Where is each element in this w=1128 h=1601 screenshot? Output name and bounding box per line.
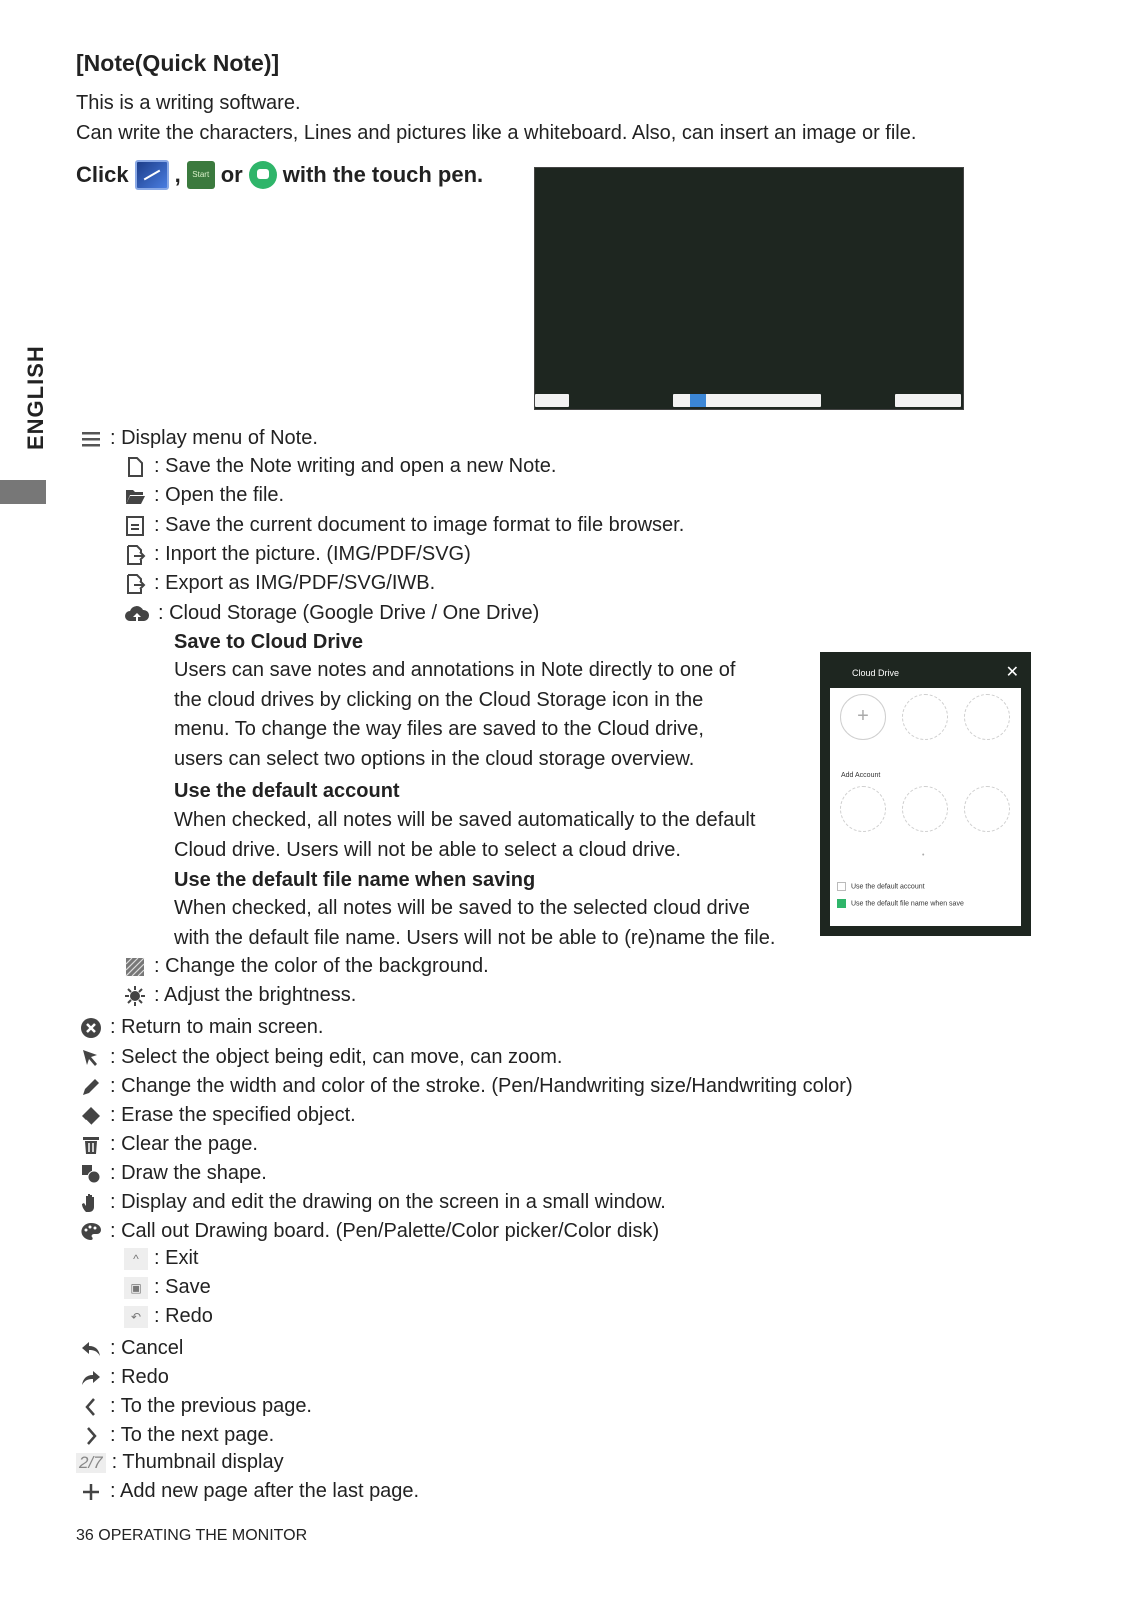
new-note-text: : Save the Note writing and open a new Note.: [154, 455, 557, 477]
click-instruction: [76, 160, 483, 190]
cancel-text: : Cancel: [110, 1337, 184, 1359]
exit-text: : Exit: [154, 1247, 199, 1269]
default-account-heading: Use the default account: [174, 780, 400, 802]
prev-page-text: : To the previous page.: [110, 1395, 312, 1417]
save-text: : Save: [154, 1276, 211, 1298]
background-pattern-icon: [124, 956, 148, 978]
palette-icon: [80, 1221, 104, 1243]
chevron-up-icon: ^: [124, 1248, 148, 1270]
pager-dot: •: [922, 852, 925, 859]
default-name-heading: Use the default file name when saving: [174, 869, 536, 891]
shape-text: : Draw the shape.: [110, 1162, 267, 1184]
thumbnail-text: : Thumbnail display: [111, 1451, 284, 1473]
menu-text: : Display menu of Note.: [110, 427, 318, 449]
account-slot: [964, 786, 1010, 832]
default-name-line-1: When checked, all notes will be saved to the selected cloud drive: [174, 897, 750, 919]
save-cloud-line-1: Users can save notes and annotations in Note directly to one of: [174, 659, 736, 681]
chevron-left-icon: [80, 1396, 104, 1418]
save-row: [124, 1276, 211, 1299]
save-cloud-heading: Save to Cloud Drive: [174, 631, 363, 653]
add-account-label: Add Account: [841, 772, 881, 779]
menu-icon: [80, 428, 104, 450]
touch-pen-label: with the touch pen.: [282, 162, 484, 187]
page-footer: 36 OPERATING THE MONITOR: [76, 1527, 308, 1544]
comma-label: ,: [174, 162, 181, 187]
redo-sub-text: : Redo: [154, 1305, 213, 1327]
save-cloud-line-4: users can select two options in the cloud storage overview.: [174, 747, 695, 770]
page-title: [Note(Quick Note)]: [76, 50, 280, 76]
checkbox-checked: [837, 899, 846, 908]
select-text: : Select the object being edit, can move, can zoom.: [110, 1046, 563, 1068]
new-file-icon: [124, 456, 148, 478]
open-file-text: : Open the file.: [154, 484, 285, 506]
redo-sub-row: [124, 1305, 213, 1328]
side-tab: [0, 480, 46, 504]
account-slot: [964, 694, 1010, 740]
checkbox: [837, 882, 846, 891]
save-cloud-paragraph: [174, 656, 735, 774]
intro-line-1: This is a writing software.: [76, 92, 301, 114]
option-label: Use the default file name when save: [851, 900, 964, 908]
save-image-row: [124, 514, 684, 537]
save-document-icon: [124, 515, 148, 537]
menu-toolbar: [535, 394, 569, 407]
return-text: : Return to main screen.: [110, 1016, 324, 1038]
save-image-text: : Save the current document to image format to file browser.: [154, 514, 685, 536]
cancel-row: [80, 1337, 183, 1360]
default-account-option: [837, 882, 925, 891]
dialog-body: [830, 688, 1021, 926]
chevron-right-icon: [80, 1425, 104, 1447]
intro-line-2: Can write the characters, Lines and pictures like a whiteboard. Also, can insert an image or file.: [76, 122, 917, 144]
palette-text: : Call out Drawing board. (Pen/Palette/Color picker/Color disk): [110, 1220, 660, 1242]
pen-icon: [80, 1076, 104, 1098]
prev-page-row: [80, 1395, 312, 1418]
erase-row: [80, 1104, 356, 1127]
account-slot: [902, 694, 948, 740]
shape-row: [80, 1162, 267, 1185]
pen-text: : Change the width and color of the stroke. (Pen/Handwriting size/Handwriting color): [110, 1075, 853, 1097]
save-cloud-line-3: menu. To change the way files are saved to the Cloud drive,: [174, 718, 704, 740]
brightness-text: : Adjust the brightness.: [154, 984, 357, 1006]
select-row: [80, 1046, 562, 1069]
background-row: [124, 955, 489, 978]
import-row: [124, 543, 471, 566]
default-account-line-2: Cloud drive. Users will not be able to select a cloud drive.: [174, 838, 681, 861]
import-text: : Inport the picture. (IMG/PDF/SVG): [154, 543, 471, 565]
redo-icon: [80, 1367, 104, 1389]
select-cursor-icon: [80, 1047, 104, 1069]
default-account-paragraph: [174, 806, 755, 865]
open-file-row: [124, 484, 284, 507]
undo-icon: [80, 1338, 104, 1360]
save-icon: ▣: [124, 1277, 148, 1299]
exit-row: [124, 1247, 198, 1270]
or-label: or: [220, 162, 243, 187]
redo-text: : Redo: [110, 1366, 169, 1388]
add-page-text: : Add new page after the last page.: [110, 1480, 420, 1502]
page-toolbar: [895, 394, 961, 407]
close-icon: ✕: [1005, 664, 1019, 681]
shape-icon: [80, 1163, 104, 1185]
next-page-row: [80, 1424, 274, 1447]
chat-app-icon: [249, 161, 277, 189]
start-app-icon: Start: [187, 161, 215, 189]
clear-row: [80, 1133, 258, 1156]
option-label: Use the default account: [851, 883, 925, 891]
brightness-icon: [124, 985, 148, 1007]
export-row: [124, 572, 435, 595]
note-app-icon: [135, 160, 169, 190]
menu-row: [80, 427, 318, 450]
language-label: ENGLISH: [23, 345, 48, 450]
plus-icon: [80, 1481, 104, 1503]
cloud-drive-dialog: [820, 652, 1031, 936]
clear-text: : Clear the page.: [110, 1133, 258, 1155]
export-text: : Export as IMG/PDF/SVG/IWB.: [154, 572, 436, 594]
cloud-upload-icon: [124, 603, 152, 625]
thumbnail-icon: 2/7: [76, 1453, 106, 1473]
folder-open-icon: [124, 485, 148, 507]
cloud-row: [124, 602, 539, 625]
click-label: Click: [76, 162, 129, 187]
pen-row: [80, 1075, 853, 1098]
cloud-text: : Cloud Storage (Google Drive / One Drive): [158, 602, 540, 624]
add-account-button: +: [840, 694, 886, 740]
add-page-row: [80, 1480, 419, 1503]
hand-text: : Display and edit the drawing on the screen in a small window.: [110, 1191, 666, 1213]
trash-icon: [80, 1134, 104, 1156]
tool-toolbar: [673, 394, 821, 407]
next-page-text: : To the next page.: [110, 1424, 275, 1446]
undo-arrow-icon: ↶: [124, 1306, 148, 1328]
note-screenshot: [534, 167, 964, 410]
save-cloud-line-2: the cloud drives by clicking on the Cloud Storage icon in the: [174, 688, 704, 711]
hand-row: [80, 1191, 666, 1214]
return-row: [80, 1016, 323, 1039]
brightness-row: [124, 984, 356, 1007]
eraser-icon: [80, 1105, 104, 1127]
palette-row: [80, 1220, 659, 1243]
account-slot: [840, 786, 886, 832]
hand-icon: [80, 1192, 104, 1214]
dialog-title: Cloud Drive: [852, 668, 900, 678]
erase-text: : Erase the specified object.: [110, 1104, 356, 1126]
new-note-row: [124, 455, 556, 478]
redo-row: [80, 1366, 169, 1389]
export-icon: [124, 573, 148, 595]
import-icon: [124, 544, 148, 566]
thumbnail-row: [76, 1451, 284, 1474]
default-name-line-2: with the default file name. Users will not be able to (re)name the file.: [174, 926, 776, 949]
background-text: : Change the color of the background.: [154, 955, 489, 977]
default-account-line-1: When checked, all notes will be saved automatically to the default: [174, 809, 756, 831]
account-slot: [902, 786, 948, 832]
close-circle-icon: [80, 1017, 104, 1039]
default-name-option: [837, 899, 964, 908]
default-name-paragraph: [174, 894, 775, 953]
